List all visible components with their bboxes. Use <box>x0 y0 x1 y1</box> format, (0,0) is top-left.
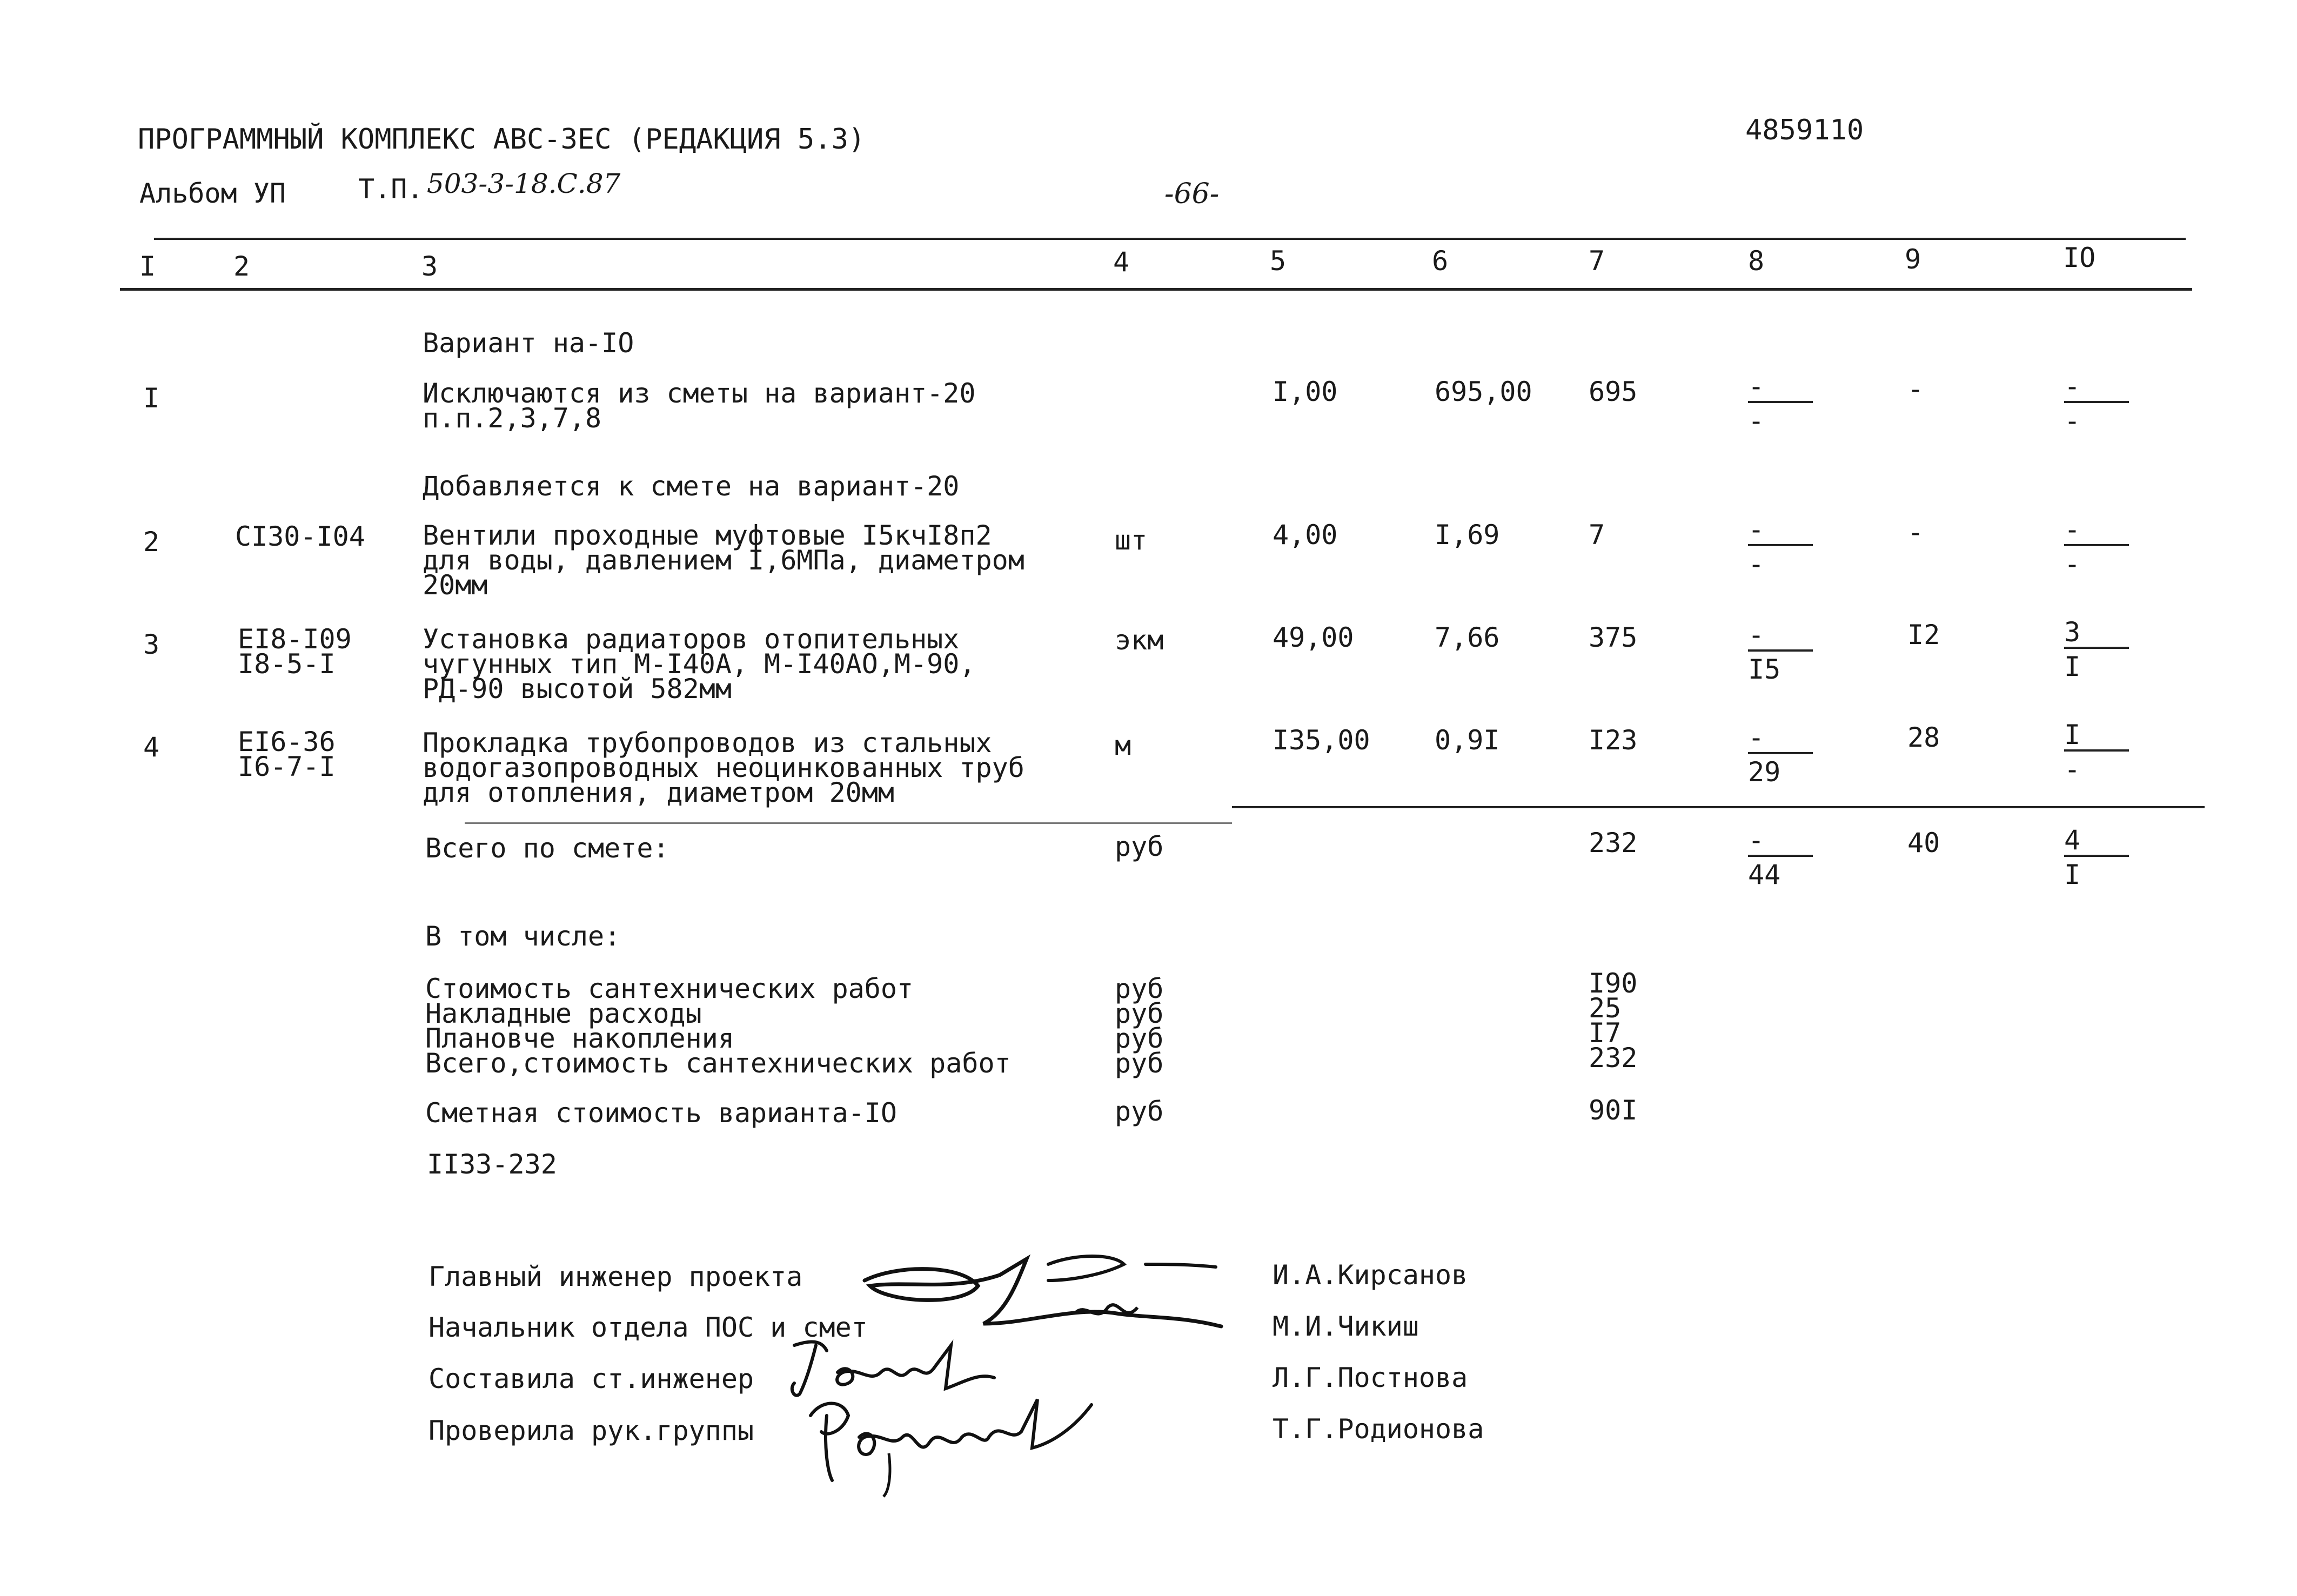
total-col10-fraction <box>2064 824 2134 890</box>
fraction-top: 3 <box>2064 619 2129 649</box>
breakdown-label: Плановче накопления <box>425 1023 734 1054</box>
row-code: СI30-I04 <box>235 521 365 552</box>
col-2: 2 <box>233 251 250 282</box>
fraction-bottom: I5 <box>1748 654 1781 685</box>
row-col10-fraction <box>2064 721 2134 783</box>
signature-rodionova-handwriting <box>794 1383 1097 1502</box>
signature-name: И.А.Кирсанов <box>1273 1259 1468 1291</box>
fraction-bottom: 44 <box>1748 859 1781 890</box>
signature-role: Начальник отдела ПОС и смет <box>428 1312 868 1343</box>
total-unit: руб <box>1115 831 1164 862</box>
tp-number: 503-3-18.С.87 <box>427 168 621 199</box>
row-col9: - <box>1907 373 1924 405</box>
totals-rule-dashed <box>465 822 1232 824</box>
header-rule-bottom <box>120 288 2192 291</box>
estimate-label: Сметная стоимость варианта-IO <box>425 1097 897 1129</box>
signature-role: Главный инженер проекта <box>428 1261 803 1292</box>
row-number: 2 <box>143 526 160 558</box>
row-col10-fraction <box>2064 516 2134 578</box>
row-total: 695 <box>1589 376 1638 407</box>
fraction-bottom: - <box>1748 405 1765 437</box>
row-unit: экм <box>1115 625 1164 656</box>
footer-code: II33-232 <box>427 1149 557 1180</box>
fraction-top: - <box>1748 621 1813 652</box>
fraction-top: 4 <box>2064 827 2129 857</box>
estimate-value: 90I <box>1589 1095 1638 1126</box>
row-quantity: 49,00 <box>1273 622 1354 653</box>
breakdown-value: 232 <box>1589 1042 1638 1074</box>
breakdown-unit: руб <box>1115 1048 1164 1079</box>
fraction-bottom: - <box>1748 548 1765 580</box>
breakdown-label: Накладные расходы <box>425 998 702 1029</box>
row-number: I <box>143 383 160 414</box>
row-price: I,69 <box>1435 519 1500 551</box>
section-title: Вариант на-IO <box>423 327 634 359</box>
fraction-top: - <box>1748 827 1813 857</box>
row-price: 695,00 <box>1435 376 1532 407</box>
row-number: 3 <box>143 629 160 660</box>
breakdown-unit: руб <box>1115 973 1164 1004</box>
fraction-top: - <box>2064 373 2129 403</box>
breakdown-label: Стоимость сантехнических работ <box>425 973 914 1004</box>
row-col8-fraction <box>1748 516 1818 578</box>
row-description: Установка радиаторов отопительных чугунных тип М-I40А, М-I40АО,М-90, РД-90 высотой 582мм <box>423 623 976 705</box>
row-price: 0,9I <box>1435 725 1500 756</box>
row-col9: - <box>1907 517 1924 548</box>
fraction-bottom: - <box>2064 548 2081 580</box>
signature-name: М.И.Чикиш <box>1273 1311 1419 1342</box>
row-number: 4 <box>143 732 160 763</box>
fraction-top: - <box>1748 724 1813 754</box>
row-quantity: 4,00 <box>1273 519 1338 551</box>
estimate-unit: руб <box>1115 1096 1164 1127</box>
breakdown-value: I90 <box>1589 968 1638 999</box>
fraction-bottom: I <box>2064 651 2081 682</box>
total-col9: 40 <box>1907 827 1940 859</box>
total-label: Всего по смете: <box>425 833 669 864</box>
col-7: 7 <box>1589 245 1605 277</box>
row-col8-fraction <box>1748 371 1818 437</box>
fraction-bottom: 29 <box>1748 756 1781 788</box>
program-title: ПРОГРАММНЫЙ КОМПЛЕКС АВС-ЗЕС (РЕДАКЦИЯ 5.3) <box>138 123 866 156</box>
fraction-top: - <box>2064 516 2129 546</box>
row-col10-fraction <box>2064 371 2134 437</box>
fraction-bottom: - <box>2064 754 2081 785</box>
breakdown-value: I7 <box>1589 1017 1622 1049</box>
breakdown-label: Всего,стоимость сантехнических работ <box>425 1048 1011 1079</box>
row-unit: м <box>1115 730 1131 761</box>
signature-role: Проверила рук.группы <box>428 1415 754 1446</box>
signature-name: Т.Г.Родионова <box>1273 1413 1484 1445</box>
row-price: 7,66 <box>1435 622 1500 653</box>
signature-name: Л.Г.Постнова <box>1273 1362 1468 1393</box>
document-number: 4859110 <box>1745 114 1864 146</box>
breakdown-value: 25 <box>1589 993 1622 1024</box>
col-1: I <box>139 251 156 282</box>
col-9: 9 <box>1905 244 1921 275</box>
col-6: 6 <box>1432 245 1449 277</box>
row-code: ЕI6-36 I6-7-I <box>238 726 336 782</box>
breakdown-unit: руб <box>1115 1023 1164 1054</box>
breakdown-unit: руб <box>1115 998 1164 1029</box>
total-col8-fraction <box>1748 824 1818 890</box>
row-col10-fraction <box>2064 616 2134 682</box>
row-total: 375 <box>1589 622 1638 653</box>
header-rule-top <box>154 238 2186 240</box>
row-total: 7 <box>1589 519 1605 551</box>
row-col8-fraction <box>1748 724 1818 786</box>
row-description: Прокладка трубопроводов из стальных водогазопроводных неоцинкованных труб для отопления, диаметром 20мм <box>423 727 1024 808</box>
page-number: -66- <box>1164 178 1220 210</box>
row-quantity: I35,00 <box>1273 725 1370 756</box>
row-col9: I2 <box>1907 619 1940 651</box>
total-value: 232 <box>1589 827 1638 859</box>
fraction-top: - <box>1748 373 1813 403</box>
row-unit: шт <box>1115 525 1148 556</box>
album-label: Альбом УП <box>139 178 286 209</box>
row-description: Исключаются из сметы на вариант-20 п.п.2,3,7,8 <box>423 378 976 434</box>
fraction-top: - <box>1748 516 1813 546</box>
row-code: ЕI8-I09 I8-5-I <box>238 623 352 680</box>
fraction-bottom: - <box>2064 405 2081 437</box>
fraction-bottom: I <box>2064 859 2081 890</box>
col-3: 3 <box>421 251 438 282</box>
added-heading: Добавляется к смете на вариант-20 <box>423 471 960 502</box>
fraction-top: I <box>2064 721 2129 752</box>
row-total: I23 <box>1589 725 1638 756</box>
col-10: IO <box>2063 242 2096 273</box>
col-5: 5 <box>1270 245 1287 277</box>
col-4: 4 <box>1113 246 1130 278</box>
totals-rule <box>1232 806 2205 808</box>
row-col8-fraction <box>1748 621 1818 683</box>
row-quantity: I,00 <box>1273 376 1338 407</box>
breakdown-title: В том числе: <box>425 921 621 952</box>
signature-role: Составила ст.инженер <box>428 1363 754 1394</box>
row-col9: 28 <box>1907 722 1940 753</box>
col-8: 8 <box>1748 245 1765 277</box>
tp-label: Т.П. <box>358 173 424 205</box>
row-description: Вентили проходные муфтовые I5кчI8п2 для воды, давлением I,6МПа, диаметром 20мм <box>423 520 1024 601</box>
